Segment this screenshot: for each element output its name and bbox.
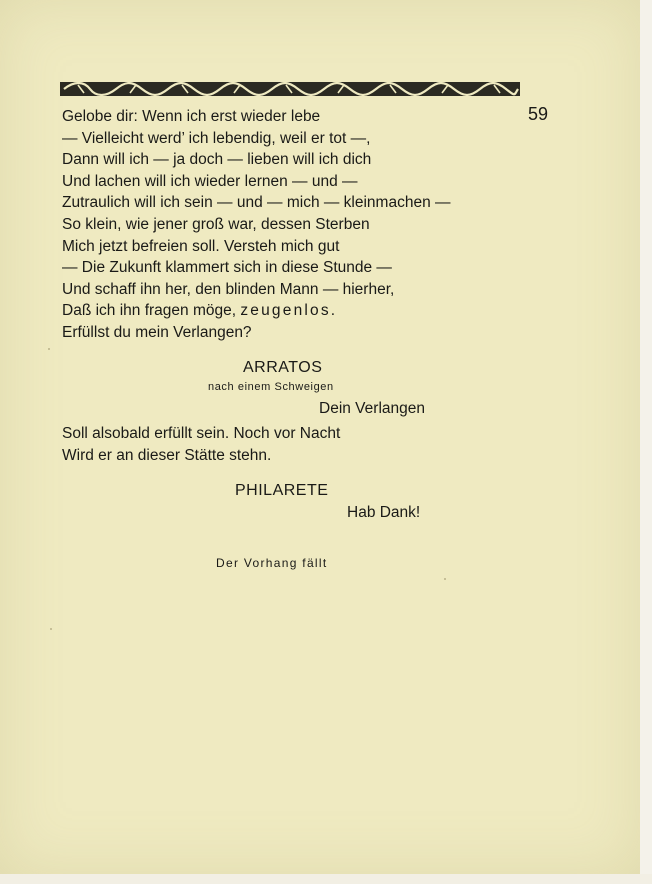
speech-arratos: [62, 423, 340, 466]
verse-line: Und lachen will ich wieder lernen — und —: [62, 172, 358, 190]
page-number: 59: [528, 104, 549, 124]
stage-direction-curtain: Der Vorhang fällt: [216, 556, 328, 570]
stage-direction: nach einem Schweigen: [208, 381, 334, 393]
verse-line: — Vielleicht werd’ ich lebendig, weil er tot —,: [62, 129, 371, 147]
paper-speck: [444, 578, 446, 580]
verse-text: Daß ich ihn fragen möge,: [62, 302, 241, 320]
verse-line: Mich jetzt befreien soll. Versteh mich gut: [62, 237, 340, 255]
reply-start: Dein Verlangen: [319, 400, 425, 417]
emphasized-word: zeugenlos.: [240, 302, 338, 320]
verse-line: — Die Zukunft klammert sich in diese Stunde —: [62, 259, 392, 277]
verse-line: Soll alsobald erfüllt sein. Noch vor Nacht: [62, 425, 341, 442]
verse-line: Erfüllst du mein Verlangen?: [62, 323, 252, 341]
speech-philarete: [62, 106, 451, 344]
verse-line: Wird er an dieser Stätte stehn.: [62, 446, 272, 464]
verse-line: Gelobe dir: Wenn ich erst wieder lebe: [62, 108, 321, 125]
speaker-arratos: ARRATOS: [243, 359, 323, 376]
page-edge-bottom: [0, 874, 652, 884]
paper-speck: [50, 628, 52, 630]
verse-line: [62, 300, 451, 322]
verse-line: Und schaff ihn her, den blinden Mann — hierher,: [62, 280, 395, 298]
verse-line: So klein, wie jener groß war, dessen Sterben: [62, 215, 370, 233]
paper-speck: [48, 348, 50, 350]
decorative-border-icon: [60, 79, 520, 99]
reply-philarete: Hab Dank!: [347, 504, 421, 521]
page-edge-right: [640, 0, 652, 884]
speaker-philarete: PHILARETE: [235, 482, 329, 499]
verse-line: Zutraulich will ich sein — und — mich — kleinmachen —: [62, 194, 451, 212]
verse-line: Dann will ich — ja doch — lieben will ich dich: [62, 151, 372, 169]
